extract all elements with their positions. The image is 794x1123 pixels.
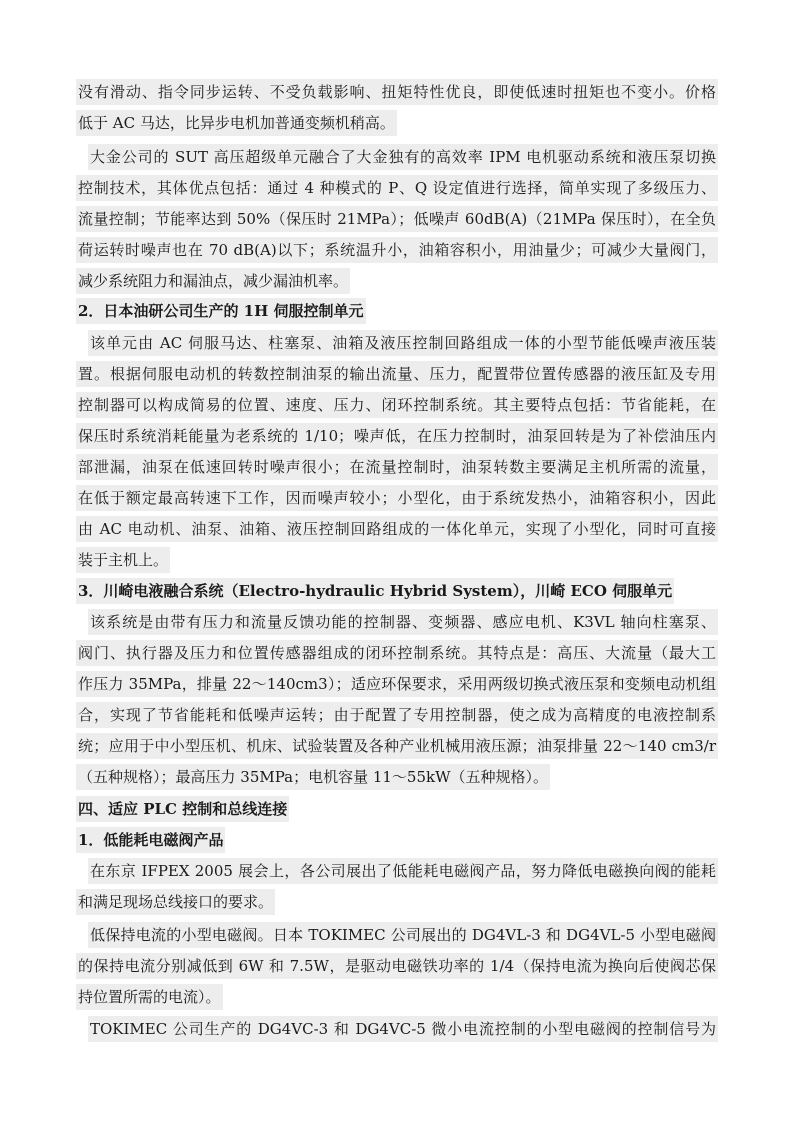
text-line: 该系统是由带有压力和流量反馈功能的控制器、变频器、感应电机、K3VL 轴向柱塞泵、: [88, 609, 718, 635]
text-line: 减少系统阻力和漏油点，减少漏油机率。: [76, 268, 350, 294]
text-line: 部泄漏，油泵在低速回转时噪声很小；在流量控制时，油泵转数主要满足主机所需的流量，: [76, 454, 718, 480]
text-line: 的保持电流分别减低到 6W 和 7.5W，是驱动电磁铁功率的 1/4（保持电流为换向后使阀芯保: [76, 953, 718, 979]
text-line: 统；应用于中小型压机、机床、试验装置及各种产业机械用液压源；油泵排量 22～140 cm3/r: [76, 733, 718, 759]
text-line: 低于 AC 马达，比异步电机加普通变频机稍高。: [76, 110, 397, 136]
text-line: 大金公司的 SUT 高压超级单元融合了大金独有的高效率 IPM 电机驱动系统和液压泵切换: [88, 144, 718, 170]
text-line: 由 AC 电动机、油泵、油箱、液压控制回路组成的一体化单元，实现了小型化，同时可直接: [76, 516, 718, 542]
text-line: 低保持电流的小型电磁阀。日本 TOKIMEC 公司展出的 DG4VL-3 和 DG4VL-5 小型电磁阀: [88, 922, 718, 948]
section-heading: 2．日本油研公司生产的 1H 伺服控制单元: [76, 298, 366, 324]
text-line: 该单元由 AC 伺服马达、柱塞泵、油箱及液压控制回路组成一体的小型节能低噪声液压装: [88, 330, 718, 356]
text-line: 流量控制；节能率达到 50%（保压时 21MPa）；低噪声 60dB(A)（21MPa 保压时），在全负: [76, 206, 718, 232]
text-line: 置。根据伺服电动机的转数控制油泵的输出流量、压力，配置带位置传感器的液压缸及专用: [76, 361, 718, 387]
section-heading: 四、适应 PLC 控制和总线连接: [76, 796, 289, 822]
text-line: 荷运转时噪声也在 70 dB(A)以下；系统温升小，油箱容积小，用油量少；可减少大量阀门，: [76, 237, 718, 263]
text-line: 在东京 IFPEX 2005 展会上，各公司展出了低能耗电磁阀产品，努力降低电磁换向阀的能耗: [88, 858, 718, 884]
text-line: 持位置所需的电流）。: [76, 984, 223, 1010]
section-heading: 3．川崎电液融合系统（Electro-hydraulic Hybrid System），川崎 ECO 伺服单元: [76, 578, 674, 604]
text-line: 在低于额定最高转速下工作，因而噪声较小；小型化，由于系统发热小，油箱容积小，因此: [76, 485, 718, 511]
text-line: 控制技术，其体优点包括：通过 4 种模式的 P、Q 设定值进行选择，简单实现了多级压力、: [76, 175, 718, 201]
text-line: 装于主机上。: [76, 547, 170, 573]
text-line: 合，实现了节省能耗和低噪声运转；由于配置了专用控制器，使之成为高精度的电液控制系: [76, 702, 718, 728]
text-line: 保压时系统消耗能量为老系统的 1/10；噪声低，在压力控制时，油泵回转是为了补偿油压内: [76, 423, 718, 449]
text-line: 阀门、执行器及压力和位置传感器组成的闭环控制系统。其特点是：高压、大流量（最大工: [76, 640, 718, 666]
text-line: TOKIMEC 公司生产的 DG4VC-3 和 DG4VC-5 微小电流控制的小型电磁阀的控制信号为: [88, 1016, 718, 1042]
text-line: 作压力 35MPa，排量 22～140cm3）；适应环保要求，采用两级切换式液压泵和变频电动机组: [76, 671, 718, 697]
text-line: 和满足现场总线接口的要求。: [76, 889, 275, 915]
text-line: 控制器可以构成简易的位置、速度、压力、闭环控制系统。其主要特点包括：节省能耗，在: [76, 392, 718, 418]
section-heading: 1．低能耗电磁阀产品: [76, 827, 225, 853]
text-line: 没有滑动、指令同步运转、不受负载影响、扭矩特性优良，即使低速时扭矩也不变小。价格: [76, 79, 718, 105]
text-line: （五种规格）；最高压力 35MPa；电机容量 11～55kW（五种规格）。: [76, 764, 550, 790]
